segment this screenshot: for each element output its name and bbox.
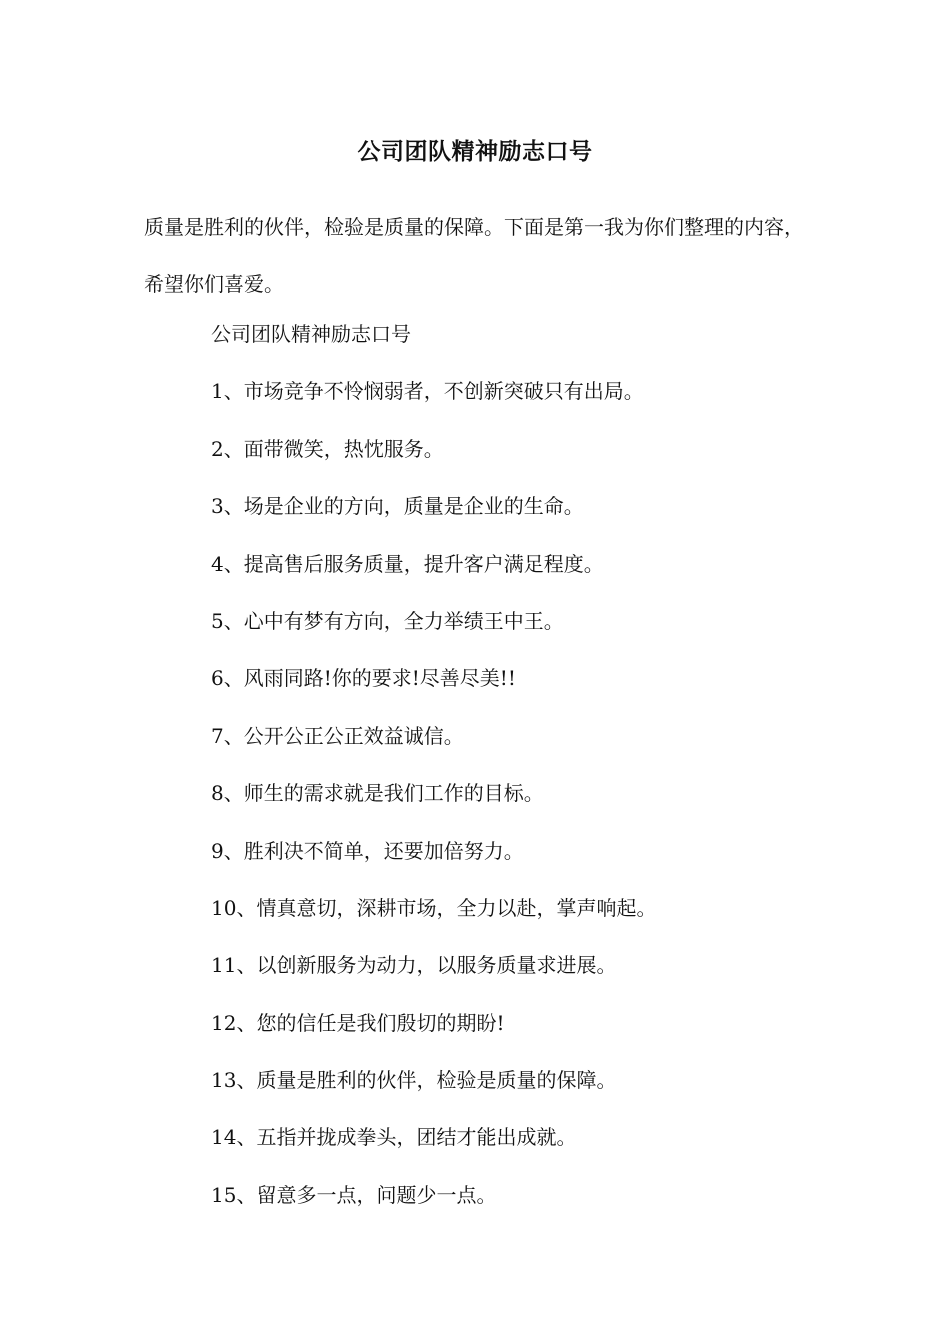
list-item: 5、心中有梦有方向，全力举绩王中王。 [211, 608, 564, 633]
list-item: 7、公开公正公正效益诚信。 [211, 723, 464, 748]
list-item: 4、提高售后服务质量，提升客户满足程度。 [211, 551, 604, 576]
list-item: 3、场是企业的方向，质量是企业的生命。 [211, 494, 584, 519]
list-item: 13、质量是胜利的伙伴，检验是质量的保障。 [211, 1068, 617, 1093]
list-item: 2、面带微笑，热忱服务。 [211, 436, 444, 461]
list-item: 14、五指并拢成拳头，团结才能出成就。 [211, 1125, 577, 1150]
list-item: 9、胜利决不简单，还要加倍努力。 [211, 838, 524, 863]
list-item: 8、师生的需求就是我们工作的目标。 [211, 781, 544, 806]
list-item: 11、以创新服务为动力，以服务质量求进展。 [211, 953, 617, 978]
list-item: 1、市场竞争不怜悯弱者，不创新突破只有出局。 [211, 379, 644, 404]
list-item: 10、情真意切，深耕市场，全力以赴，掌声响起。 [211, 895, 657, 920]
list-item: 15、留意多一点，问题少一点。 [211, 1182, 497, 1207]
slogan-list [211, 314, 851, 1232]
list-subtitle: 公司团队精神励志口号 [211, 322, 411, 346]
list-item: 12、您的信任是我们殷切的期盼! [211, 1010, 505, 1035]
document-title: 公司团队精神励志口号 [357, 138, 593, 165]
list-item: 6、风雨同路!你的要求!尽善尽美!! [211, 666, 516, 691]
intro-paragraph: 质量是胜利的伙伴，检验是质量的保障。下面是第一我为你们整理的内容，希望你们喜爱。 [144, 215, 804, 296]
